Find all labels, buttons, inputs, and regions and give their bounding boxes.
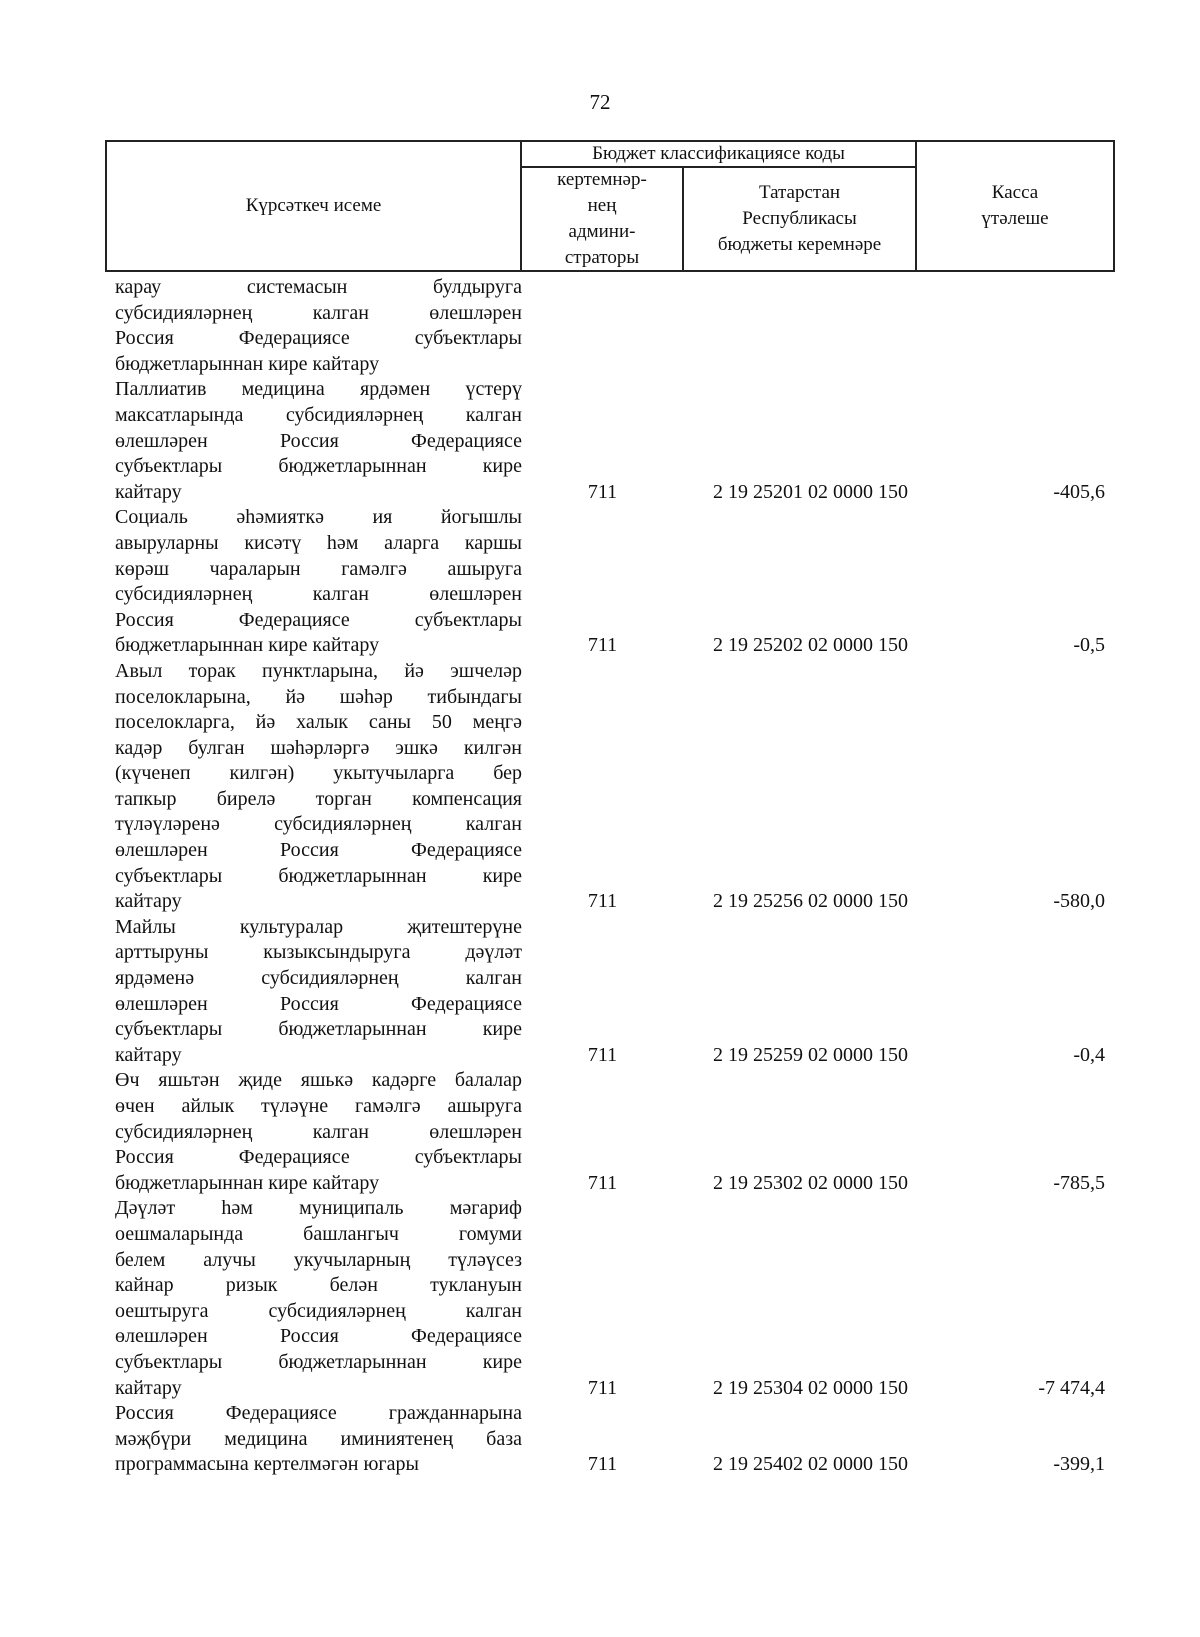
indicator-name-line: Социаль әһәмияткә ия йогышлы [115,506,522,529]
indicator-name-line: оешмаларында башлангыч гомуми [115,1222,522,1245]
indicator-name [115,505,522,659]
table-header [105,140,1115,272]
header-amount-line: Касса [991,182,1039,203]
header-code-line: бюджеты керемнәре [717,234,882,255]
indicator-name-line: поселокларга, йә халык саны 50 меңгә [115,711,522,734]
cash-execution: -399,1 [1053,1453,1105,1476]
revenue-code: 2 19 25402 02 0000 150 [713,1453,908,1476]
indicator-name-line: кайтару [115,480,182,503]
table-row [0,1196,1200,1401]
indicator-name-line: поселокларына, йә шәһәр тибындагы [115,685,522,708]
page-number: 72 [589,90,611,114]
table-row [0,1068,1200,1196]
indicator-name-line: ярдәменә субсидияләрнең калган [115,967,522,990]
header-group-label: Бюджет классификациясе коды [592,143,845,164]
indicator-name-line: Россия Федерациясе гражданнарына [115,1402,522,1425]
cash-execution: -405,6 [1053,480,1105,503]
cash-execution: -0,4 [1073,1043,1105,1066]
indicator-name-line: программасына кертелмәгән югары [115,1453,419,1476]
indicator-name-line: кайтару [115,1376,182,1399]
indicator-name [115,1196,522,1401]
indicator-name-line: субъектлары бюджетларыннан кире [115,1018,522,1041]
indicator-name-line: өлешләрен Россия Федерациясе [115,1325,522,1348]
indicator-name-line: Паллиатив медицина ярдәмен үстерү [115,378,522,401]
indicator-name-line: субъектлары бюджетларыннан кире [115,455,522,478]
header-admin-line: кертемнәр- [557,169,647,190]
header-admin-col [522,168,682,270]
indicator-name-line: авыруларны кисәтү һәм аларга каршы [115,531,522,554]
indicator-name-line: арттыруны кызыксындыруга дәүләт [115,941,522,964]
indicator-name-line: Өч яшьтән җиде яшькә кадәрге балалар [115,1069,522,1092]
admin-code: 711 [587,1043,618,1066]
indicator-name-line: кадәр булган шәһәрләргә эшкә килгән [115,736,522,759]
indicator-name-line: түләүләренә субсидияләрнең калган [115,813,522,836]
indicator-name-line: өчен айлык түләүне гамәлгә ашыруга [115,1095,522,1117]
indicator-name-line: Авыл торак пунктларына, йә эшчеләр [115,659,522,682]
indicator-name-line: карау системасын булдыруга [115,276,522,298]
header-code-col [684,168,915,270]
indicator-name-line: көрәш чараларын гамәлгә ашыруга [115,557,522,580]
indicator-name-line: субсидияләрнең калган өлешләрен [115,301,522,324]
table-row [0,377,1200,505]
header-admin-line: страторы [564,247,640,268]
indicator-name [115,915,522,1069]
cash-execution: -7 474,4 [1038,1376,1105,1399]
indicator-name-line: Россия Федерациясе субъектлары [115,1146,522,1169]
cash-execution: -785,5 [1053,1171,1105,1194]
table-row [0,275,1200,377]
indicator-name-line: өлешләрен Россия Федерациясе [115,839,522,862]
revenue-code: 2 19 25259 02 0000 150 [713,1043,908,1066]
indicator-name-line: бюджетларыннан кире кайтару [115,352,380,375]
indicator-name-line: максатларында субсидияләрнең калган [115,403,522,426]
revenue-code: 2 19 25304 02 0000 150 [713,1376,908,1399]
header-name-label: Күрсәткеч исеме [245,195,382,216]
indicator-name-line: өлешләрен Россия Федерациясе [115,429,522,452]
admin-code: 711 [587,480,618,503]
table-row [0,659,1200,915]
indicator-name-line: субъектлары бюджетларыннан кире [115,1350,522,1373]
indicator-name-line: оештыруга субсидияләрнең калган [115,1299,522,1322]
table-row [0,505,1200,659]
table-row [0,1401,1200,1478]
table-body [0,275,1200,1478]
indicator-name-line: бюджетларыннан кире кайтару [115,1171,380,1194]
indicator-name-line: субсидияләрнең калган өлешләрен [115,1120,522,1143]
header-admin-line: нең [587,195,617,216]
indicator-name-line: белем алучы укучыларның түләүсез [115,1248,522,1271]
revenue-code: 2 19 25256 02 0000 150 [713,890,908,913]
admin-code: 711 [587,890,618,913]
indicator-name [115,1068,522,1196]
indicator-name [115,377,522,505]
indicator-name-line: субсидияләрнең калган өлешләрен [115,583,522,606]
indicator-name-line: субъектлары бюджетларыннан кире [115,864,522,887]
indicator-name-line: (күченеп килгән) укытучыларга бер [115,762,522,785]
indicator-name-line: тапкыр бирелә торган компенсация [115,787,522,810]
header-name-col [107,142,520,270]
indicator-name-line: өлешләрен Россия Федерациясе [115,992,522,1015]
admin-code: 711 [587,634,618,657]
header-code-line: Татарстан [758,182,841,203]
header-group-col [522,142,915,166]
admin-code: 711 [587,1171,618,1194]
indicator-name-line: Россия Федерациясе субъектлары [115,608,522,631]
admin-code: 711 [587,1376,618,1399]
cash-execution: -580,0 [1053,890,1105,913]
indicator-name-line: мәҗбүри медицина иминиятенең база [115,1427,522,1450]
indicator-name-line: Дәүләт һәм муниципаль мәгариф [115,1197,522,1220]
indicator-name-line: Россия Федерациясе субъектлары [115,327,522,350]
revenue-code: 2 19 25201 02 0000 150 [713,480,908,503]
indicator-name [115,275,522,377]
indicator-name [115,659,522,915]
indicator-name-line: бюджетларыннан кире кайтару [115,634,380,657]
header-amount-col [917,142,1113,270]
indicator-name [115,1401,522,1478]
indicator-name-line: Майлы культуралар җитештерүне [115,915,522,938]
indicator-name-line: кайнар ризык белән туклануын [115,1274,522,1297]
indicator-name-line: кайтару [115,1043,182,1066]
cash-execution: -0,5 [1073,634,1105,657]
header-amount-line: үтәлеше [981,208,1049,229]
table-row [0,915,1200,1069]
revenue-code: 2 19 25202 02 0000 150 [713,634,908,657]
admin-code: 711 [587,1453,618,1476]
header-code-line: Республикасы [742,208,857,229]
header-admin-line: админи- [568,221,636,242]
indicator-name-line: кайтару [115,890,182,913]
revenue-code: 2 19 25302 02 0000 150 [713,1171,908,1194]
